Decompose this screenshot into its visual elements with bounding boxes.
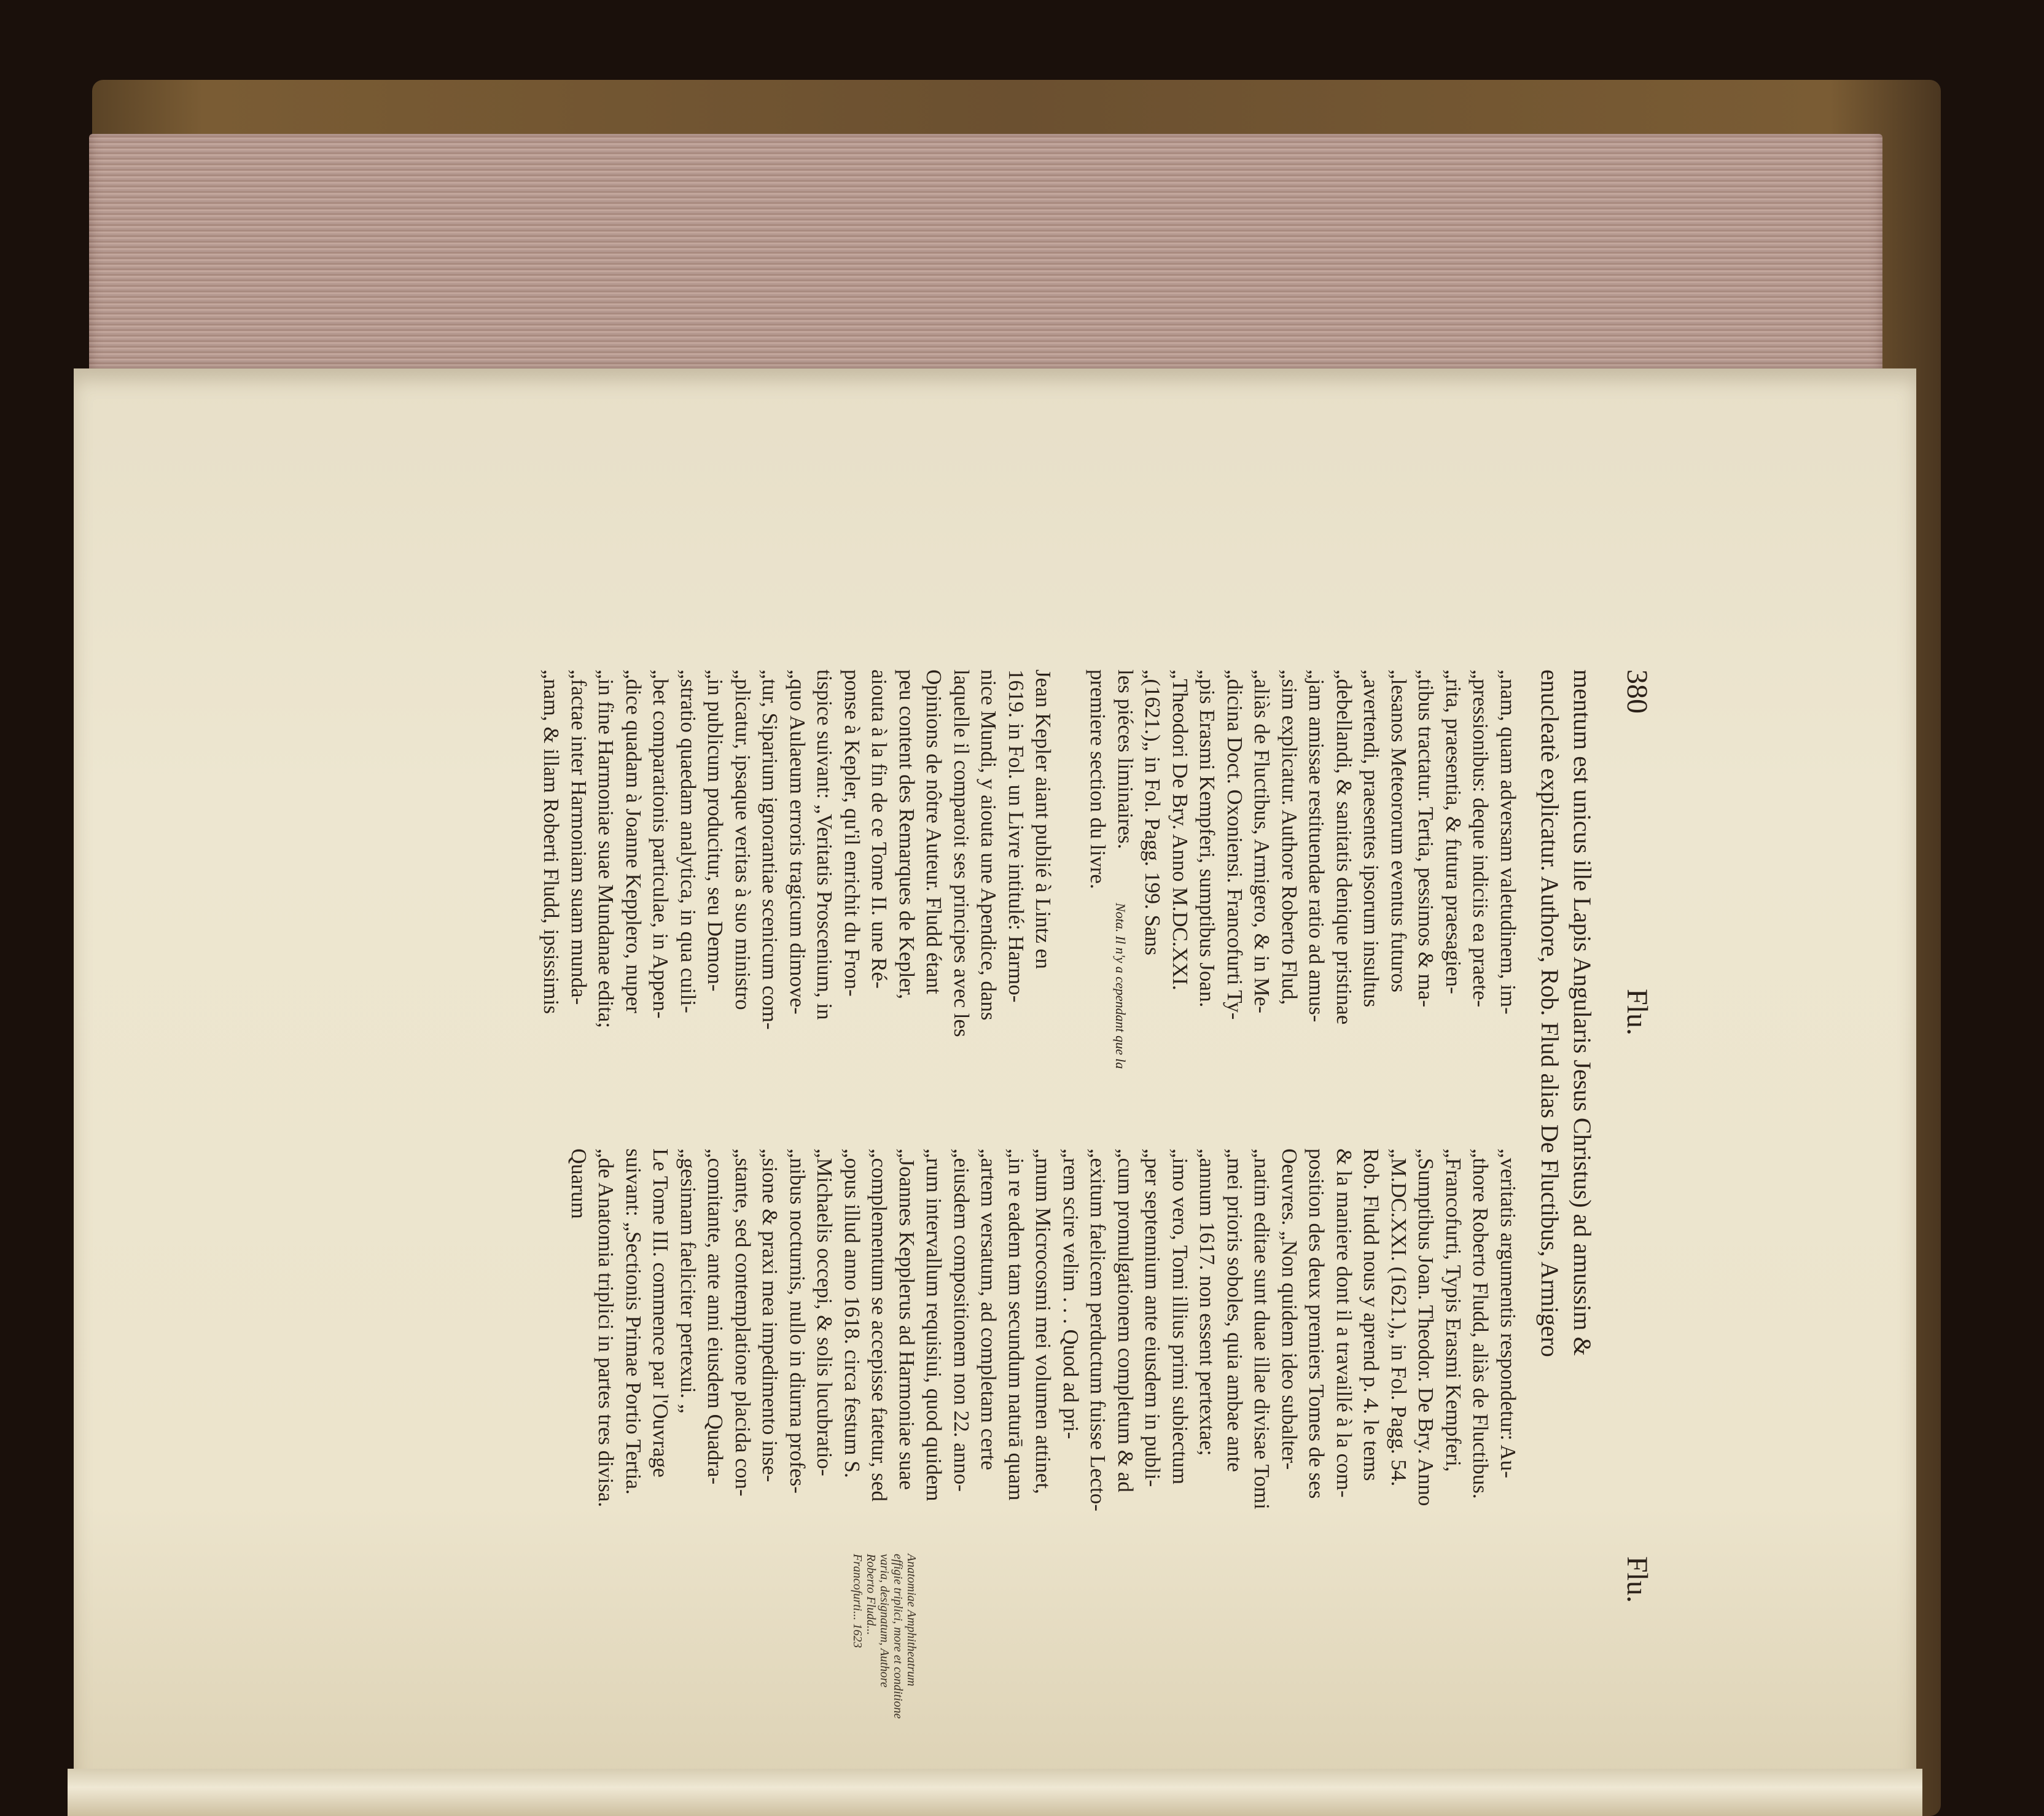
text-line: ponse à Kepler, qu'il enrichit du Fron- <box>840 669 864 997</box>
text-line: „nibus nocturnis, nullo in diurna profes- <box>786 1148 809 1494</box>
note-line: varia, designatum, Authore <box>878 1554 891 1688</box>
text-line: Rob. Fludd nous y aprend p. 4. le tems <box>1359 1148 1384 1481</box>
intro-line: enucleatè explicatur. Authore, Rob. Flud alias De Fluctibus, Armigero <box>1536 669 1564 1357</box>
text-line: „avertendi, praesentes ipsorum insultus <box>1359 669 1384 1008</box>
text-line: suivant: „Sectionis Primae Portio Tertia. <box>622 1148 646 1495</box>
text-line: „natim editae sunt duae illae divisae Tomi <box>1250 1148 1274 1510</box>
text-line: peu content des Remarques de Kepler, <box>895 669 919 1000</box>
text-line: Le Tome III. commence par l'Ouvrage <box>649 1148 673 1478</box>
header-left: Flu. <box>1621 989 1653 1036</box>
text-line: „tibus tractatur. Tertia, pessimos & ma- <box>1414 669 1438 1007</box>
text-line: „stante, sed contemplatione placida con- <box>731 1148 755 1497</box>
text-line: „mei prioris soboles, quia ambae ante <box>1223 1148 1247 1472</box>
text-line: position des deux premiers Tomes de ses <box>1305 1148 1329 1499</box>
text-line: „complementum se accepisse fatetur, sed <box>867 1148 892 1502</box>
text-line: premiere section du livre. <box>1086 669 1110 889</box>
intro-line: mentum est unicus ille Lapis Angularis Jesus Christus) ad amussim & <box>1569 669 1596 1356</box>
text-line: „mum Microcosmi mei volumen attinet, <box>1031 1148 1056 1494</box>
text-line: „thore Roberto Fludd, aliàs de Fluctibus. <box>1469 1148 1493 1499</box>
rotated-text-frame <box>427 645 1655 1688</box>
text-line: „nam, & illam Roberti Fludd, ipsissimis <box>539 669 564 1014</box>
text-line: les piéces liminaires. <box>1114 669 1137 849</box>
handwritten-inline-note: Nota. Il n'y a cependant que la <box>1113 903 1128 1069</box>
text-line: „de Anatomia triplici in partes tres divisa. <box>594 1148 618 1508</box>
text-line: „opus illud anno 1618. circa festum S. <box>840 1148 864 1478</box>
text-line: „nam, quam adversam valetudinem, im- <box>1496 669 1520 1015</box>
text-line <box>1057 669 1085 1124</box>
text-line: „eiusdem compositionem non 22. anno- <box>950 1148 973 1492</box>
text-line: „artem versatum, ad completam certe <box>977 1148 1001 1470</box>
text-block <box>427 645 1655 1688</box>
text-line: „pis Erasmi Kempferi, sumptibus Joan. <box>1195 669 1220 1008</box>
text-line: „exitum faelicem perductum fuisse Lecto- <box>1086 1148 1110 1511</box>
text-line: „in re eadem tam secundum naturā quam <box>1004 1148 1028 1501</box>
text-line: „Francofurti, Typis Erasmi Kempferi, <box>1441 1148 1465 1472</box>
note-line: Anatomiae Amphitheatrum <box>905 1554 918 1686</box>
text-line: „in fine Harmoniae suae Mundanae edita; <box>594 669 618 1029</box>
text-line: Quarum <box>567 1148 591 1219</box>
intro-lines <box>1534 669 1599 1603</box>
text-line: aiouta à la fin de ce Tome II. une Ré- <box>867 669 892 989</box>
text-line: „quo Aulaeum erroris tragicum dimove- <box>786 669 809 1015</box>
text-line: & la maniere dont il a travaillé à la com- <box>1332 1148 1356 1498</box>
text-line: „M.DC.XXI. (1621.)„ in Fol. Pagg. 54. <box>1387 1148 1411 1487</box>
text-line: 1619. in Fol. un Livre intitulé: Harmo- <box>1004 669 1028 1003</box>
text-line: „per septennium ante eiusdem in publi- <box>1141 1148 1165 1487</box>
text-line: „annum 1617. non essent pertextae; <box>1195 1148 1220 1456</box>
left-column <box>537 669 1521 1124</box>
page-lower-edge <box>68 1769 1922 1816</box>
text-line: „dicina Doct. Oxoniensi. Francofurti Ty- <box>1223 669 1247 1020</box>
text-line: „cum promulgationem completum & ad <box>1114 1148 1137 1492</box>
text-line: „stratio quaedam analytica, in qua cuili- <box>676 669 700 1013</box>
text-line: „(1621.)„ in Fol. Pagg. 199. Sans <box>1141 669 1165 956</box>
page-edges <box>89 134 1882 380</box>
right-column <box>537 1148 1521 1603</box>
text-line: „plicatur, ipsaque veritas à suo ministro <box>731 669 755 1010</box>
text-line: „Joannes Kepplerus ad Harmoniae suae <box>895 1148 919 1490</box>
text-line: „bet comparationis particulae, in Appen- <box>649 669 673 1019</box>
text-line: „jam amissae restituendae ratio ad amus- <box>1305 669 1329 1023</box>
text-line: Oeuvres. „Non quidem ideo subalter- <box>1278 1148 1301 1470</box>
note-line: Francofurti... 1623 <box>851 1554 864 1648</box>
note-line <box>891 1554 905 1627</box>
text-line: „imo vero, Tomi illius primi subiectum <box>1168 1148 1192 1485</box>
running-header <box>1613 669 1653 1603</box>
page-number: 380 <box>1621 669 1653 714</box>
text-line: „in publicum producitur, seu Demon- <box>703 669 728 992</box>
text-line: Jean Kepler aiant publié à Lintz en <box>1031 669 1056 969</box>
header-right: Flu. <box>1621 1556 1653 1603</box>
text-line: „tur, Siparium ignorantiae scenicum com- <box>758 669 782 1030</box>
text-line: „Sumptibus Joan. Theodor. De Bry. Anno <box>1414 1148 1438 1506</box>
text-line: „rem scire velim . . . Quod ad pri- <box>1059 1148 1083 1440</box>
text-line: „pressionibus: deque indiciis ea praete- <box>1469 669 1493 1008</box>
text-line: „rum intervallum requisiui, quod quidem <box>922 1148 946 1502</box>
text-line: „rita, praesentia, & futura praesagien- <box>1441 669 1465 994</box>
text-line: laquelle il comparoit ses principes avec les <box>950 669 973 1037</box>
text-line: „aliàs de Fluctibus, Armigero, & in Me- <box>1250 669 1274 1013</box>
text-line <box>537 1148 565 1603</box>
text-line: tispice suivant: „Veritatis Proscenium, in <box>813 669 837 1020</box>
handwritten-margin-note <box>851 1554 918 1688</box>
text-line: „Michaelis occepi, & solis lucubratio- <box>813 1148 837 1476</box>
text-line: „lesanos Meteororum eventus futuros <box>1387 669 1411 992</box>
text-line: „Theodori De Bry. Anno M.DC.XXI. <box>1168 669 1192 991</box>
text-line: Opinions de nôtre Auteur. Fludd étant <box>922 669 946 994</box>
text-line: „dice quadam à Joanne Kepplero, nuper <box>622 669 646 1013</box>
text-line: „veritatis argumentis respondetur: Au- <box>1496 1148 1520 1478</box>
text-line: nice Mundi, y aiouta une Apendice, dans <box>977 669 1001 1021</box>
text-line: „sim explicatur. Authore Roberto Flud, <box>1278 669 1301 1005</box>
text-line: „debellandi, & sanitatis denique pristinae <box>1332 669 1356 1025</box>
text-line: „sione & praxi mea impedimento inse- <box>758 1148 782 1483</box>
note-line: Roberto Fludd... <box>864 1554 878 1635</box>
text-line: „factae inter Harmoniam suam munda- <box>567 669 591 1005</box>
text-line: „comitante, ante anni eiusdem Quadra- <box>703 1148 728 1485</box>
text-line: „gesimam faeliciter pertexui. „ <box>676 1148 700 1414</box>
